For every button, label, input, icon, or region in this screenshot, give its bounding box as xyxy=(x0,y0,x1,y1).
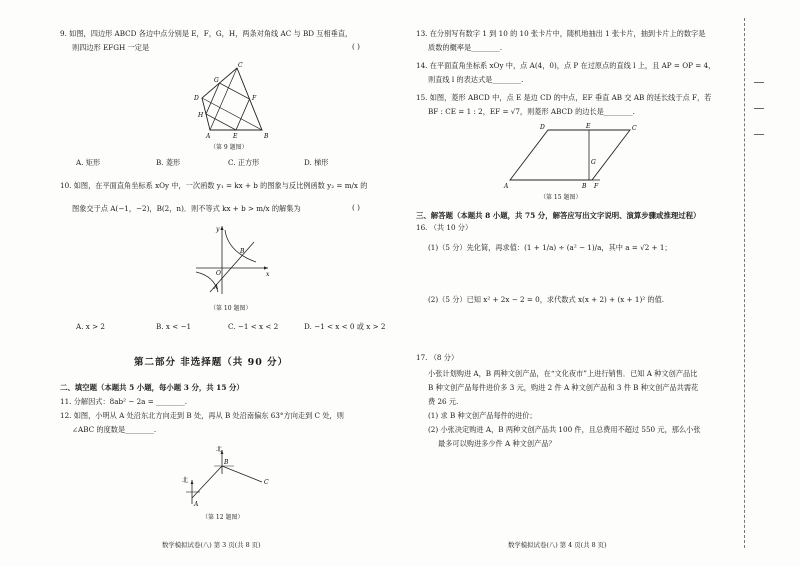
q15-label-d: D xyxy=(540,124,545,131)
q15-label-e: E xyxy=(586,123,591,130)
q15-rhombus-abcd xyxy=(510,130,630,180)
q12-segment-bc xyxy=(222,466,262,482)
q17-part-2-line2: 最多可以购进多少件 A 种文创产品？ xyxy=(438,439,556,448)
q16-heading: 16. （共 10 分） xyxy=(416,223,473,232)
q9-answer-paren: ( ) xyxy=(352,42,360,51)
q12-label-north-a: 北 xyxy=(182,477,189,484)
binding-gutter-marks xyxy=(752,82,768,162)
section-2-heading: 二、填空题（本题共 5 小题，每小题 3 分，共 15 分） xyxy=(60,383,244,392)
q12-label-c: C xyxy=(264,479,269,486)
q9-option-a[interactable]: A. 矩形 xyxy=(76,158,101,167)
section-3-heading: 三、解答题（本题共 8 小题，共 75 分，解答应写出文字说明、演算步骤或推理过程） xyxy=(416,211,701,220)
q9-label-c: C xyxy=(238,62,243,69)
q17-line1: 小张计划购进 A，B 两种文创产品，在“文化夜市”上进行销售．已知 A 种文创产品比 xyxy=(428,369,698,378)
q9-label-d: D xyxy=(194,95,199,102)
q10-option-d[interactable]: D. −1 < x < 0 或 x > 2 xyxy=(304,322,386,331)
q10-label-b: B xyxy=(240,248,245,255)
q13-line2: 质数的概率是________. xyxy=(428,43,503,52)
q15-label-b: B xyxy=(582,183,587,190)
q15-label-g: G xyxy=(591,159,596,166)
q12-line2: ∠ABC 的度数是________. xyxy=(72,425,157,434)
q12-segment-ab xyxy=(192,466,222,498)
q9-figure xyxy=(182,62,302,140)
page-4-column xyxy=(412,0,742,566)
q15-label-a: A xyxy=(504,183,509,190)
q11-text: 11. 分解因式：8ab² − 2a = ________. xyxy=(60,397,188,406)
q13-line1: 13. 在分别写有数字 1 到 10 的 10 张卡片中，随机地抽出 1 张卡片，抽到卡片上的数字是 xyxy=(416,29,706,38)
q12-label-a: A xyxy=(194,501,199,508)
q14-line2: 则直线 l 的表达式是________. xyxy=(428,75,524,84)
q14-line1: 14. 在平面直角坐标系 xOy 中，点 A(4，0)，点 P 在过原点的直线 l 上，且 AP = OP = 4， xyxy=(416,61,716,70)
q10-label-x: x xyxy=(266,271,270,278)
q9-caption: （第 9 题图） xyxy=(210,144,248,151)
binding-fold-line xyxy=(744,18,746,548)
q9-label-h: H xyxy=(198,112,204,119)
q9-option-d[interactable]: D. 梯形 xyxy=(304,158,329,167)
q9-label-g: G xyxy=(214,77,219,84)
page-4-footer: 数学模拟试卷(八) 第 4 页(共 8 页) xyxy=(508,541,607,549)
q10-option-b[interactable]: B. x < −1 xyxy=(156,322,192,331)
q10-option-c[interactable]: C. −1 < x < 2 xyxy=(228,322,279,331)
q10-y-arrow xyxy=(220,226,223,230)
q9-option-c[interactable]: C. 正方形 xyxy=(228,158,260,167)
q10-line2: 图象交于点 A(−1，−2)，B(2，n)．则不等式 kx + b > m/x 的解集为 xyxy=(72,204,301,213)
q17-line3: 费 26 元. xyxy=(428,397,459,406)
q12-label-b: B xyxy=(224,459,229,466)
part-2-title: 第二部分 非选择题（共 90 分） xyxy=(134,357,289,368)
q12-line1: 12. 如图，小明从 A 处沿东北方向走到 B 处，再从 B 处沿南偏东 63°方向走到 C 处，则 xyxy=(60,411,344,420)
q17-line2: B 种文创产品每件进价多 3 元，购进 2 件 A 种文创产品和 3 件 B 种文创产品共需花 xyxy=(428,383,699,392)
q12-caption: （第 12 题图） xyxy=(202,514,244,521)
q15-caption: （第 15 题图） xyxy=(540,194,582,201)
q15-label-f: F xyxy=(594,183,599,190)
q15-line1: 15. 如图，菱形 ABCD 中，点 E 是边 CD 的中点，EF 垂直 AB 交 AB 的延长线于点 F，若 xyxy=(416,93,712,102)
q17-heading: 17. （8 分） xyxy=(416,353,459,362)
q9-label-f: F xyxy=(252,95,257,102)
page-3-column xyxy=(52,0,392,566)
q16-part-2: (2)（5 分）已知 x² + 2x − 2 = 0，求代数式 x(x + 2) + (x + 1)² 的值. xyxy=(428,295,665,304)
q9-label-b: B xyxy=(264,133,269,140)
q15-figure xyxy=(502,120,642,190)
q9-option-b[interactable]: B. 菱形 xyxy=(156,158,181,167)
q10-caption: （第 10 题图） xyxy=(210,305,252,312)
q10-x-arrow xyxy=(264,266,268,269)
q12-label-north-b: 北 xyxy=(216,446,223,453)
q10-label-o: O xyxy=(216,270,221,277)
q10-label-y: y xyxy=(216,226,220,233)
q10-option-a[interactable]: A. x > 2 xyxy=(76,322,105,331)
q12-north-arrow-a xyxy=(191,480,194,484)
q12-figure xyxy=(182,446,272,510)
q15-line2: BF : CE = 1 : 2，EF = √7，则菱形 ABCD 的边长是________. xyxy=(428,107,635,116)
page-3-footer: 数学模拟试卷(八) 第 3 页(共 8 页) xyxy=(162,541,261,549)
q10-answer-paren: ( ) xyxy=(352,203,360,212)
q10-figure xyxy=(192,222,272,296)
q16-part-1: (1)（5 分）先化简，再求值：(1 + 1/a) ÷ (a² − 1)/a，其中 a = √2 + 1； xyxy=(428,243,672,252)
q17-part-2-line1: (2) 小张决定购进 A，B 两种文创产品共 100 件，且总费用不超过 550 元，那么小张 xyxy=(428,425,701,434)
q9-line1: 9. 如图，四边形 ABCD 各边中点分别是 E，F，G，H，两条对角线 AC 与 BD 互相垂直， xyxy=(60,29,353,38)
q15-label-c: C xyxy=(632,125,637,132)
q9-label-e: E xyxy=(233,133,238,140)
q17-part-1: (1) 求 B 种文创产品每件的进价； xyxy=(428,411,537,420)
q10-label-a: A xyxy=(214,284,219,291)
q9-label-a: A xyxy=(206,133,211,140)
q9-line2: 则四边形 EFGH 一定是 xyxy=(72,43,150,52)
q10-line1: 10. 如图，在平面直角坐标系 xOy 中，一次函数 y₁ = kx + b 的图象与反比例函数 y₂ = m/x 的 xyxy=(60,181,368,190)
